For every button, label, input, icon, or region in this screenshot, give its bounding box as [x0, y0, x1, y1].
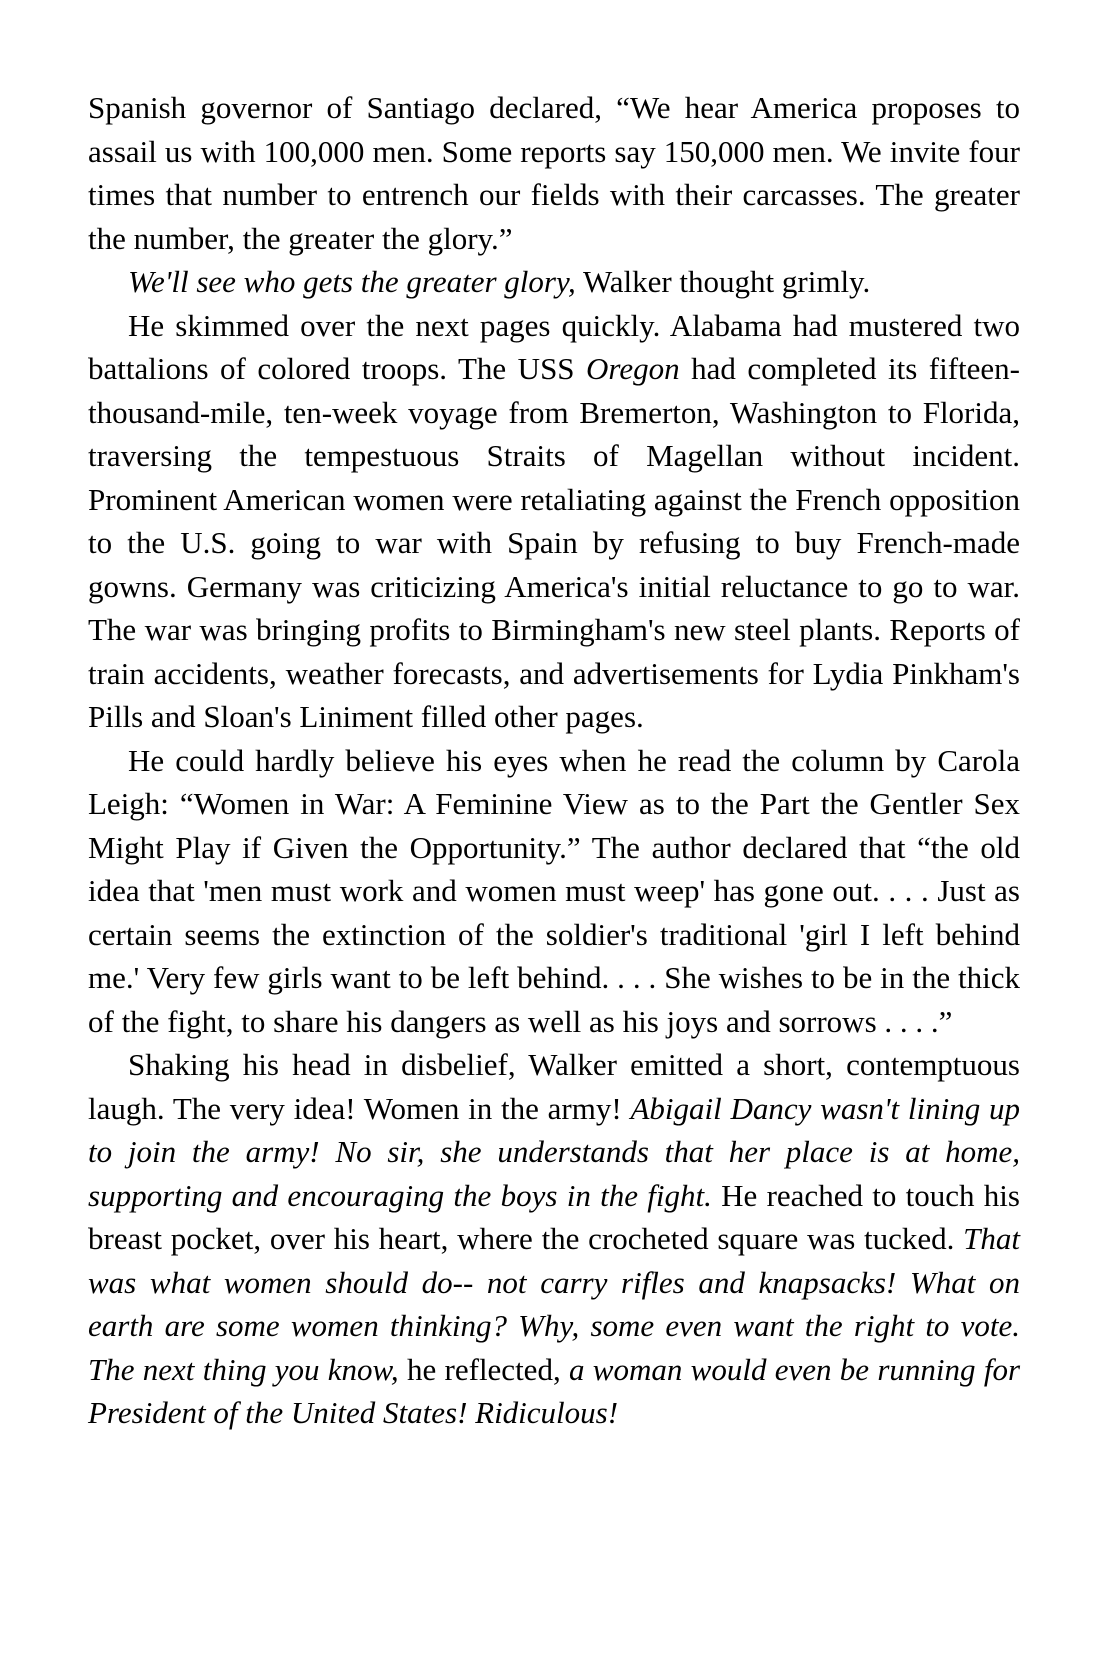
text-run: Oregon [586, 351, 680, 386]
text-run: had completed its fifteen-thousand-mile, ten-week voyage from Bremerton, Washington to Florida, traversing the tempestuous Straits of Magellan without incident. Prominent American women were retaliating against the French opposition to the U.S. going to war with Spain by refusing to buy French-made gowns. Germany was criticizing America's initial reluctance to go to war. The war was bringing profits to Birmingham's new steel plants. Reports of train accidents, weather forecasts, and advertisements for Lydia Pinkham's Pills and Sloan's Liniment filled other pages. [88, 351, 1020, 734]
paragraph [88, 304, 1020, 739]
text-run: Shaking his head in disbelief, Walker emitted a short, contemptuous laugh. The very idea! Women in the army! [88, 1047, 1020, 1126]
text-run: He could hardly believe his eyes when he read the column by Carola Leigh: “Women in War: A Feminine View as to the Part the Gentler Sex Might Play if Given the Opportunity.” The author declared that “the old idea that 'men must work and women must weep' has gone out. . . . Just as certain seems the extinction of the soldier's traditional 'girl I left behind me.' Very few girls want to be left behind. . . . She wishes to be in the thick of the fight, to share his dangers as well as his joys and sorrows . . . .” [88, 742, 1020, 1039]
text-run: That was what women should do-- not carry rifles and knapsacks! What on earth are some women thinking? Why, some even want the right to vote. The next thing you know, [88, 1221, 1020, 1387]
text-run: We'll see who gets the greater glory, [128, 264, 576, 299]
text-run: Walker thought grimly. [575, 264, 871, 299]
paragraph [88, 1043, 1020, 1435]
text-run: He skimmed over the next pages quickly. Alabama had mustered two battalions of colored troops. The USS [88, 307, 1020, 386]
text-run: He reached to touch his breast pocket, over his heart, where the crocheted square was tucked. [88, 1177, 1020, 1256]
paragraph [88, 260, 1020, 304]
page-text [88, 86, 1020, 1435]
text-run: Abigail Dancy wasn't lining up to join the army! No sir, she understands that her place is at home, supporting and encouraging the boys in the fight. [88, 1090, 1020, 1213]
text-run: Spanish governor of Santiago declared, “We hear America proposes to assail us with 100,000 men. Some reports say 150,000 men. We invite four times that number to entrench our fields with their carcasses. The greater the number, the greater the glory.” [88, 90, 1020, 256]
paragraph [88, 739, 1020, 1044]
text-run: he reflected, [398, 1351, 569, 1387]
paragraph [88, 86, 1020, 260]
text-run: a woman would even be running for President of the United States! Ridiculous! [88, 1351, 1021, 1430]
